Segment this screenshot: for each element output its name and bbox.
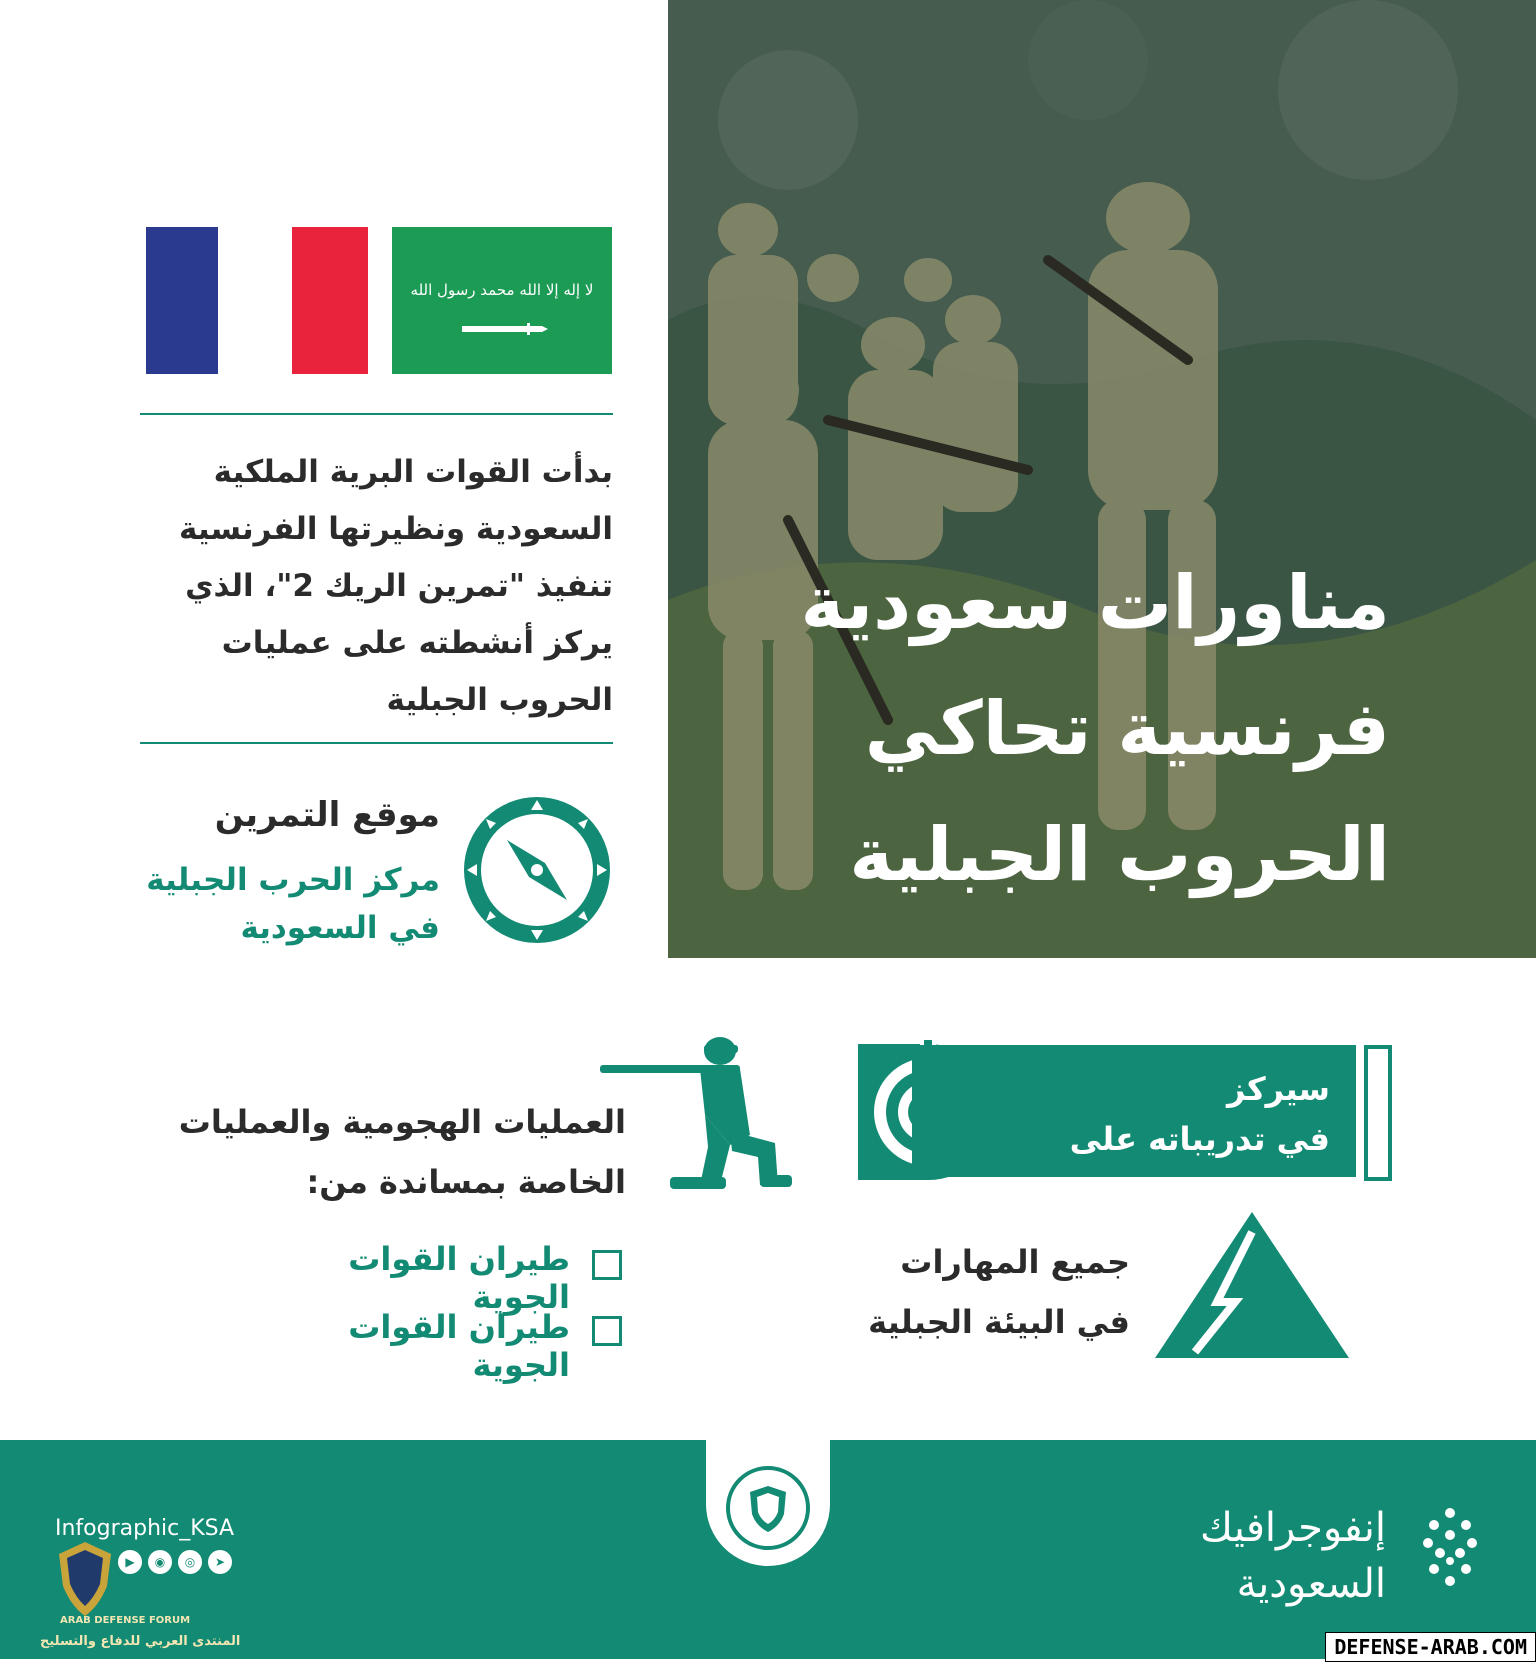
support-item-2: طيران القوات الجوية: [348, 1308, 570, 1384]
focus-banner-end-cap: [1364, 1045, 1392, 1181]
divider-bottom: [140, 742, 613, 744]
divider-top: [140, 413, 613, 415]
kneeling-soldier-icon: [600, 1035, 795, 1195]
brand-line-1: إنفوجرافيك: [1200, 1505, 1386, 1551]
location-value-line-2: في السعودية: [240, 910, 440, 946]
intro-text-part-1: بدأت القوات البرية الملكية السعودية ونظيرتها الفرنسية تنفيذ: [179, 454, 613, 604]
focus-line-1: سيركز: [1227, 1070, 1330, 1108]
brand-logo-icon: [1420, 1505, 1480, 1595]
focus-text: [1010, 1064, 1330, 1164]
operations-line-2: الخاصة بمساندة من:: [306, 1163, 626, 1201]
forum-name-ar: المنتدى العربي للدفاع والتسليح: [40, 1634, 241, 1649]
telegram-icon[interactable]: ➤: [208, 1550, 232, 1574]
headline-line-2: فرنسية تحاكي: [864, 686, 1390, 772]
shahada-text: لا إله إلا الله محمد رسول الله: [410, 281, 594, 299]
saudi-flag: [392, 227, 612, 374]
skills-line-1: جميع المهارات: [900, 1243, 1130, 1281]
france-flag-blue-band: [146, 227, 218, 374]
brand-name: [1200, 1500, 1386, 1612]
location-value: [120, 856, 440, 952]
instagram-icon[interactable]: ◎: [178, 1550, 202, 1574]
forum-emblem-icon: [55, 1540, 115, 1620]
intro-paragraph: [140, 444, 613, 729]
forum-name-en: ARAB DEFENSE FORUM: [60, 1615, 191, 1626]
operations-line-1: العمليات الهجومية والعمليات: [178, 1103, 626, 1141]
checkbox-icon: [592, 1250, 622, 1280]
social-handle: Infographic_KSA: [55, 1516, 235, 1541]
brand-line-2: السعودية: [1236, 1561, 1386, 1607]
headline-line-1: مناورات سعودية: [800, 560, 1390, 646]
saudi-flag-emblem: [392, 227, 612, 374]
intro-text-part-2: ، الذي يركز أنشطته على عمليات الحروب الجبلية: [185, 568, 613, 718]
support-item-1: طيران القوات الجوية: [348, 1240, 570, 1316]
youtube-icon[interactable]: ▶: [118, 1550, 142, 1574]
france-flag-red-band: [292, 227, 368, 374]
skills-text: [850, 1232, 1130, 1352]
headline-line-3: الحروب الجبلية: [849, 812, 1390, 898]
headline: [690, 540, 1390, 918]
snapchat-icon[interactable]: ◉: [148, 1550, 172, 1574]
focus-line-2: في تدريباته على: [1069, 1120, 1330, 1158]
intro-exercise-name: "تمرين الريك 2": [276, 568, 526, 604]
hero-photo: [668, 0, 1536, 958]
footer-tab: [706, 1400, 830, 1566]
compass-icon: [462, 795, 612, 945]
checkbox-icon: [592, 1316, 622, 1346]
location-title: موقع التمرين: [214, 795, 440, 835]
location-value-line-1: مركز الحرب الجبلية: [146, 862, 440, 898]
operations-text: [130, 1092, 626, 1212]
social-icons: [118, 1550, 232, 1574]
mountain-icon: [1155, 1212, 1349, 1358]
skills-line-2: في البيئة الجبلية: [868, 1303, 1130, 1341]
shield-icon: [722, 1462, 814, 1554]
watermark-domain: DEFENSE-ARAB.COM: [1325, 1632, 1536, 1662]
